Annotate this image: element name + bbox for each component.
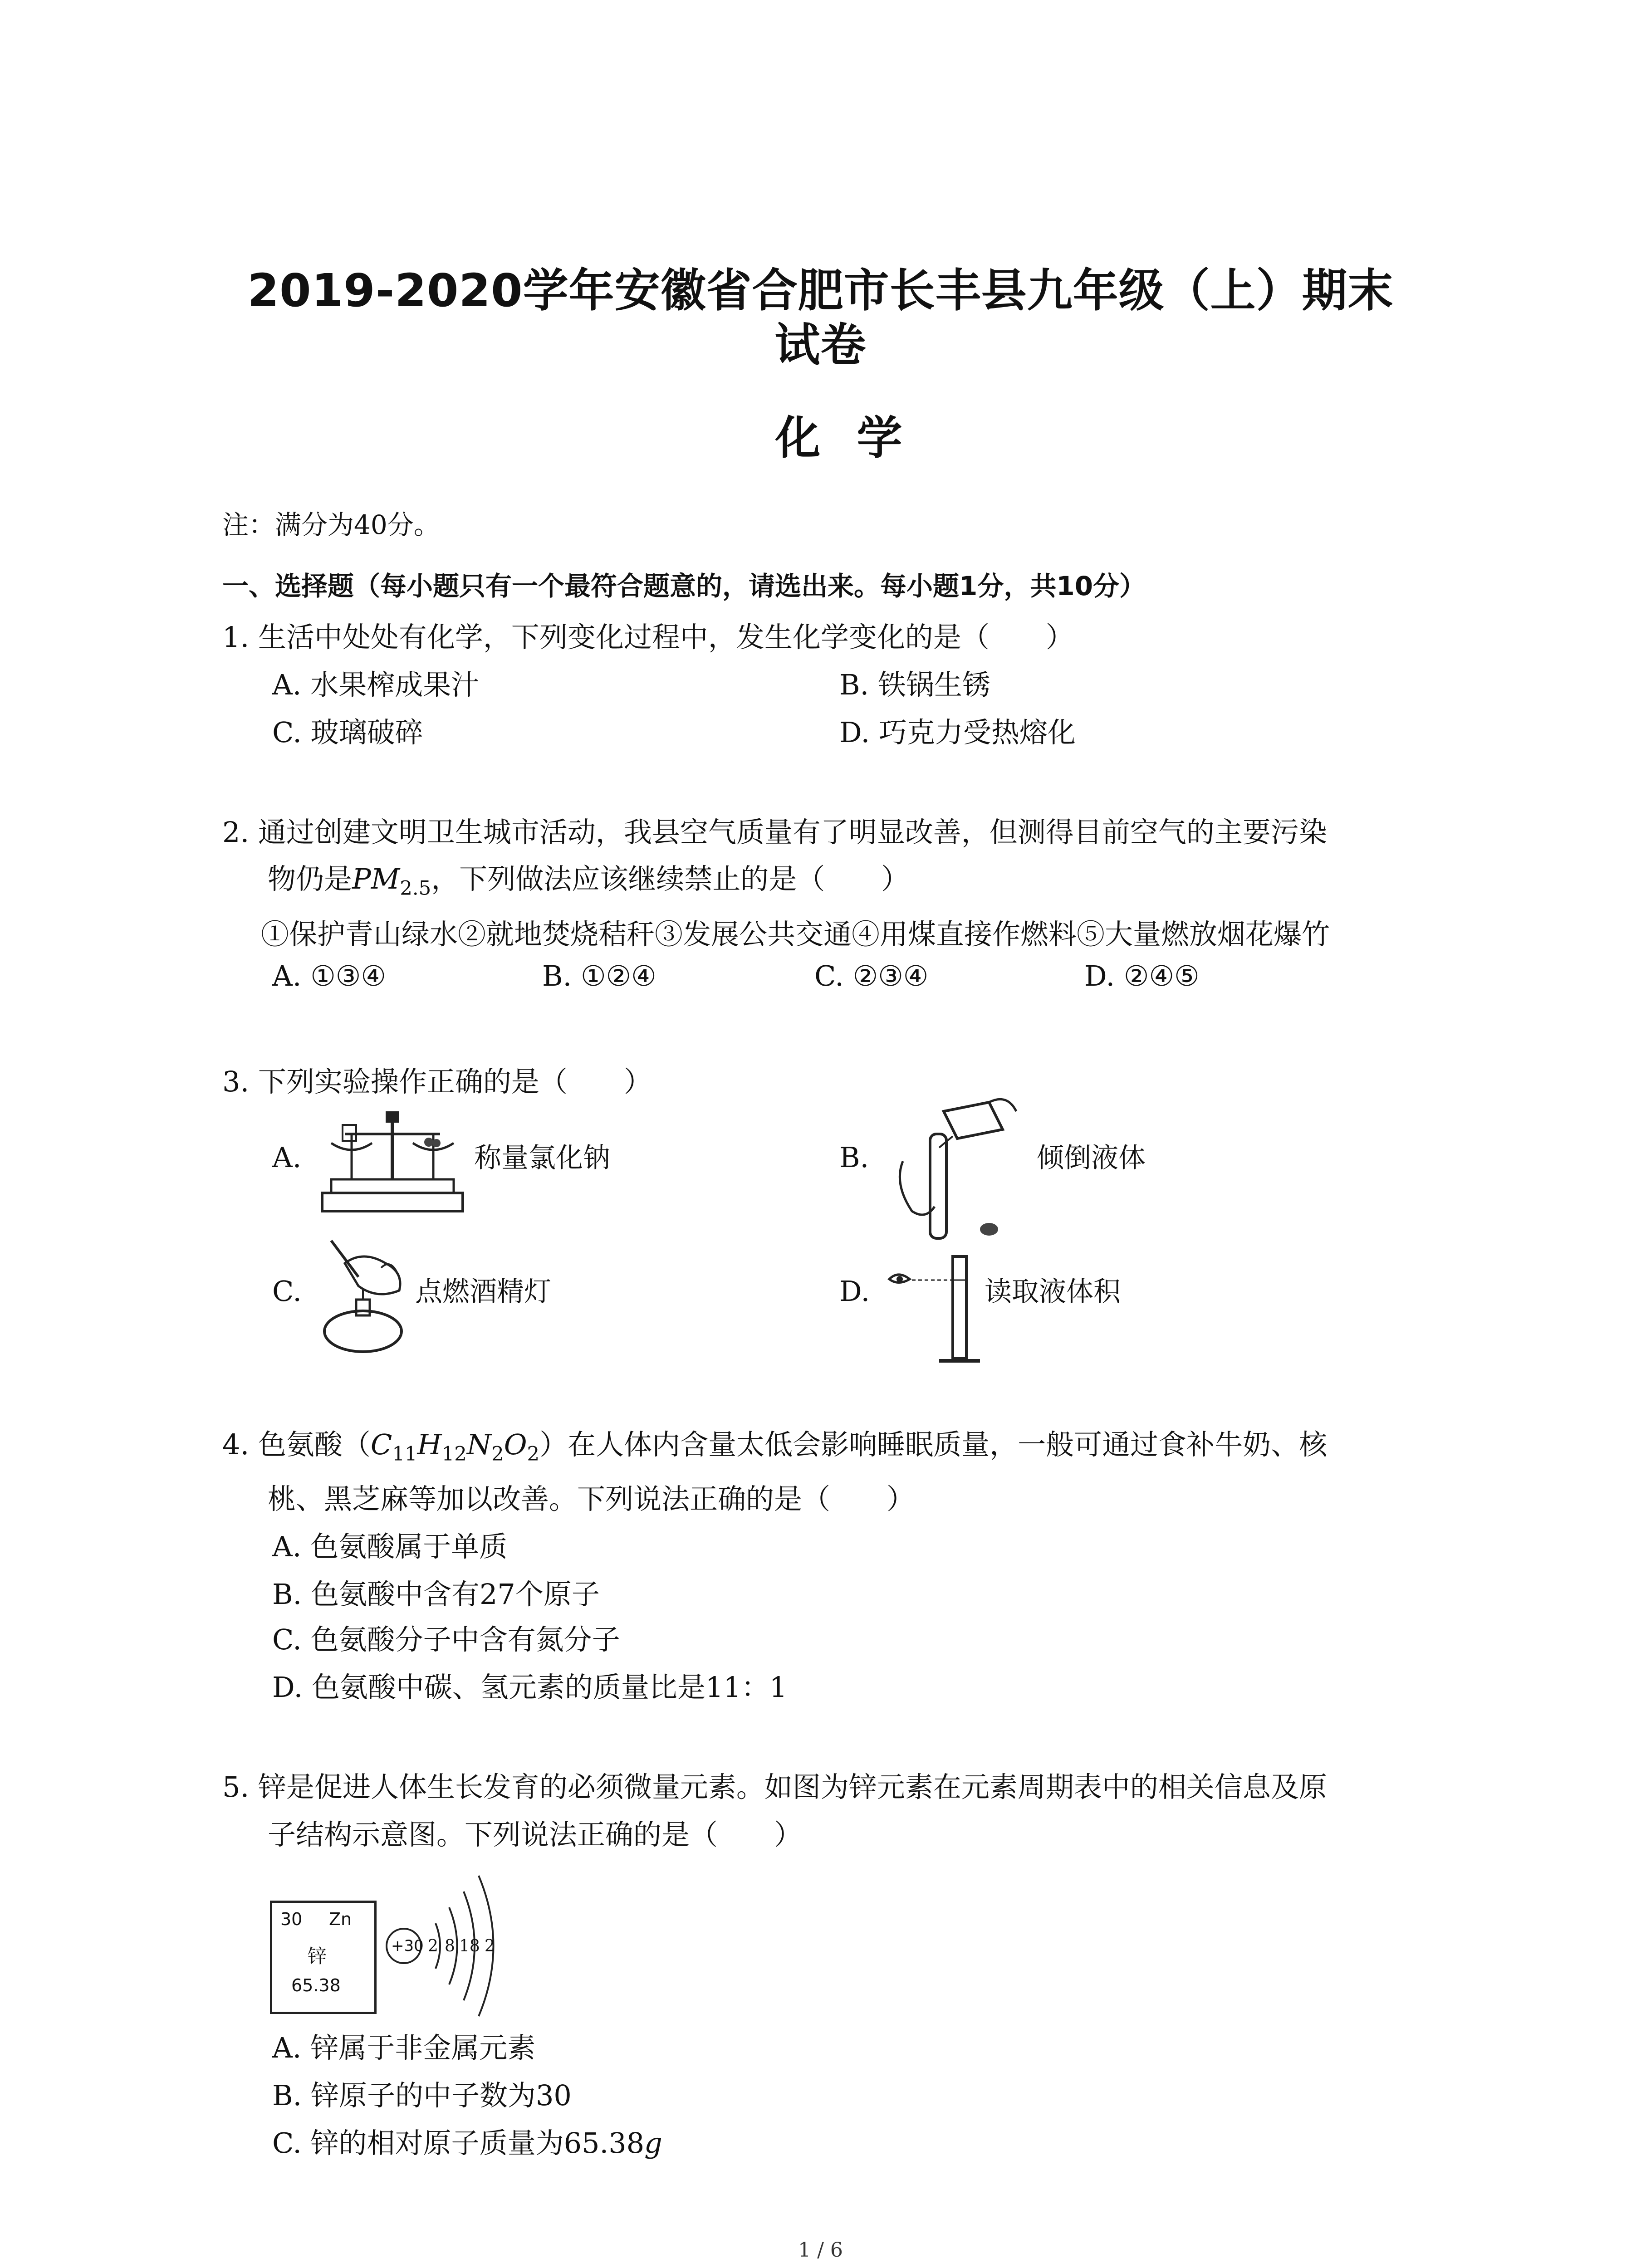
question-4-option-d: D. 色氨酸中碳、氢元素的质量比是11：1 — [272, 1671, 788, 1704]
question-2-option-b: B. ①②④ — [542, 959, 656, 992]
question-2-stem-line1: 2. 通过创建文明卫生城市活动，我县空气质量有了明显改善，但测得目前空气的主要污染 — [222, 816, 1327, 849]
question-2-stem-line2: 物仍是$PM_{2.5}$，下列做法应该继续禁止的是（ ） — [268, 862, 910, 900]
nucleus-charge: +30 — [391, 1937, 424, 1955]
question-4-stem-line1: 4. 色氨酸$(C_{11}H_{12}N_2O_2)$在人体内含量太低会影响睡眠质量，一般可通过食补牛奶、核 — [222, 1428, 1327, 1466]
question-4-option-a: A. 色氨酸属于单质 — [272, 1530, 508, 1563]
exam-title-line1: 2019-2020学年安徽省合肥市长丰县九年级（上）期末 — [247, 264, 1394, 317]
question-5-option-b: B. 锌原子的中子数为30 — [272, 2079, 572, 2112]
atomic-number: 30 — [280, 1909, 303, 1929]
question-2-option-a: A. ①③④ — [272, 959, 386, 992]
question-4-stem-line2: 桃、黑芝麻等加以改善。下列说法正确的是（ ） — [268, 1482, 915, 1515]
question-5-option-a: A. 锌属于非金属元素 — [272, 2031, 536, 2064]
section-heading: 一、选择题（每小题只有一个最符合题意的，请选出来。每小题1分，共10分） — [222, 571, 1146, 601]
question-5-option-c: C. 锌的相对原子质量为65.38g — [272, 2126, 662, 2160]
question-5-stem-line1: 5. 锌是促进人体生长发育的必须微量元素。如图为锌元素在元素周期表中的相关信息及原 — [222, 1770, 1327, 1804]
question-2-option-d: D. ②④⑤ — [1084, 959, 1200, 992]
question-1-option-c: C. 玻璃破碎 — [272, 716, 423, 749]
score-note: 注：满分为40分。 — [222, 509, 440, 540]
question-3-option-b-label: 倾倒液体 — [1037, 1142, 1146, 1174]
element-name: 锌 — [308, 1945, 327, 1967]
subject-title: 化学 — [775, 411, 939, 464]
question-3-option-a: A. — [272, 1141, 302, 1174]
element-symbol: Zn — [329, 1909, 352, 1929]
pm-symbol: PM — [352, 862, 400, 895]
question-4-option-c: C. 色氨酸分子中含有氮分子 — [272, 1623, 620, 1656]
periodic-table-cell — [270, 1901, 377, 2014]
question-3-option-d-label: 读取液体积 — [985, 1276, 1121, 1308]
question-3-stem: 3. 下列实验操作正确的是（ ） — [222, 1065, 652, 1098]
question-3-option-b: B. — [839, 1141, 869, 1174]
exam-title-line2: 试卷 — [774, 318, 867, 371]
page-number: 1 / 6 — [798, 2239, 843, 2262]
question-1-stem: 1. 生活中处处有化学，下列变化过程中，发生化学变化的是（ ） — [222, 621, 1074, 654]
question-3-option-a-label: 称量氯化钠 — [474, 1142, 610, 1174]
question-2-option-c: C. ②③④ — [814, 959, 929, 992]
question-2-items: ①保护青山绿水②就地焚烧秸秆③发展公共交通④用煤直接作燃料⑤大量燃放烟花爆竹 — [261, 918, 1330, 951]
atom-structure-diagram — [381, 1855, 544, 2037]
question-1-option-b: B. 铁锅生锈 — [839, 668, 990, 701]
question-3-option-d: D. — [839, 1275, 870, 1308]
question-3-option-c-label: 点燃酒精灯 — [415, 1276, 551, 1308]
shell-4-electrons: 2 — [485, 1937, 495, 1955]
shell-3-electrons: 18 — [459, 1937, 480, 1955]
pouring-liquid-illustration — [885, 1093, 1021, 1243]
atomic-mass: 65.38 — [291, 1975, 341, 1995]
shell-2-electrons: 8 — [445, 1937, 455, 1955]
question-4-option-b: B. 色氨酸中含有27个原子 — [272, 1578, 600, 1611]
shell-1-electrons: 2 — [428, 1937, 438, 1955]
question-3-option-c: C. — [272, 1275, 302, 1308]
question-1-option-d: D. 巧克力受热熔化 — [839, 716, 1076, 749]
question-5-stem-line2: 子结构示意图。下列说法正确的是（ ） — [268, 1818, 803, 1851]
balance-scale-illustration — [318, 1107, 467, 1216]
reading-cylinder-illustration — [885, 1252, 998, 1370]
question-1-option-a: A. 水果榨成果汁 — [272, 668, 480, 701]
